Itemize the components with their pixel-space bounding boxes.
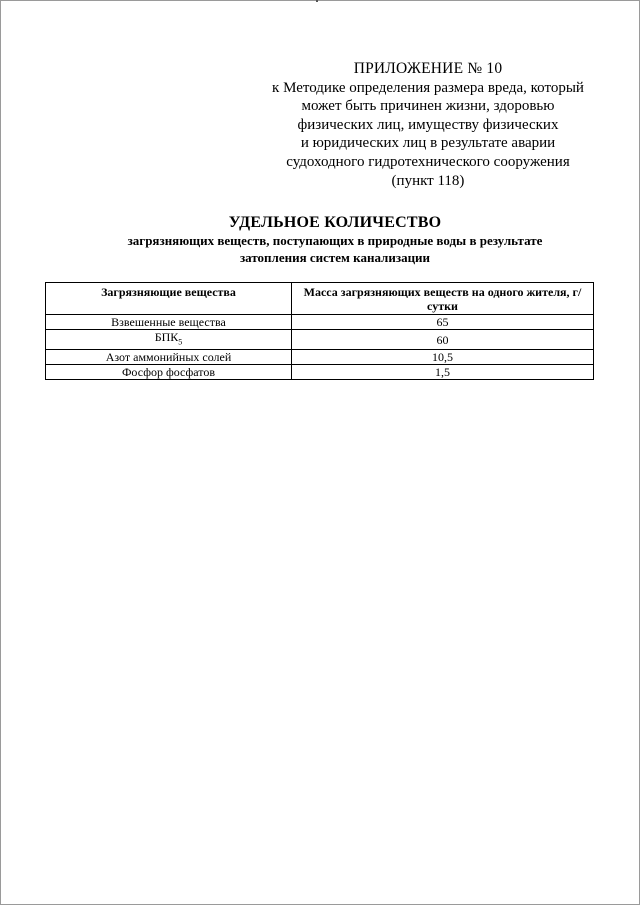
heading-title: УДЕЛЬНОЕ КОЛИЧЕСТВО: [228, 214, 442, 231]
mass-cell: 10,5: [292, 350, 594, 365]
appendix-line: физических лиц, имуществу физических: [297, 116, 559, 133]
substance-cell: Взвешенные вещества: [46, 315, 292, 330]
table-row: [46, 330, 594, 350]
mass-cell: 60: [292, 330, 594, 350]
pollutants-table: [45, 282, 594, 380]
heading-subtitle-line: загрязняющих веществ, поступающих в природные воды в результате: [127, 233, 543, 248]
substance-cell: Азот аммонийных солей: [46, 350, 292, 365]
table-row: [46, 315, 594, 330]
table-header-row: [46, 283, 594, 315]
appendix-block: [258, 60, 598, 190]
mass-cell: 65: [292, 315, 594, 330]
appendix-line: может быть причинен жизни, здоровью: [301, 98, 555, 115]
appendix-title: ПРИЛОЖЕНИЕ № 10: [353, 60, 503, 77]
appendix-line: (пункт 118): [391, 172, 465, 189]
column-header-substance: Загрязняющие вещества: [46, 283, 292, 315]
substance-cell: Фосфор фосфатов: [46, 365, 292, 380]
appendix-line: судоходного гидротехнического сооружения: [286, 153, 570, 170]
substance-text: БПК: [154, 330, 179, 344]
column-header-mass: Масса загрязняющих веществ на одного жителя, г/сутки: [292, 283, 594, 315]
scan-artifact: [316, 0, 318, 2]
appendix-line: к Методике определения размера вреда, который: [272, 79, 584, 96]
table-row: [46, 350, 594, 365]
mass-cell: 1,5: [292, 365, 594, 380]
substance-subscript: 5: [178, 337, 183, 347]
table-row: [46, 365, 594, 380]
document-heading: [40, 214, 630, 266]
heading-subtitle-line: затопления систем канализации: [239, 250, 431, 265]
substance-cell: [46, 330, 292, 350]
appendix-line: и юридических лиц в результате аварии: [300, 135, 556, 152]
